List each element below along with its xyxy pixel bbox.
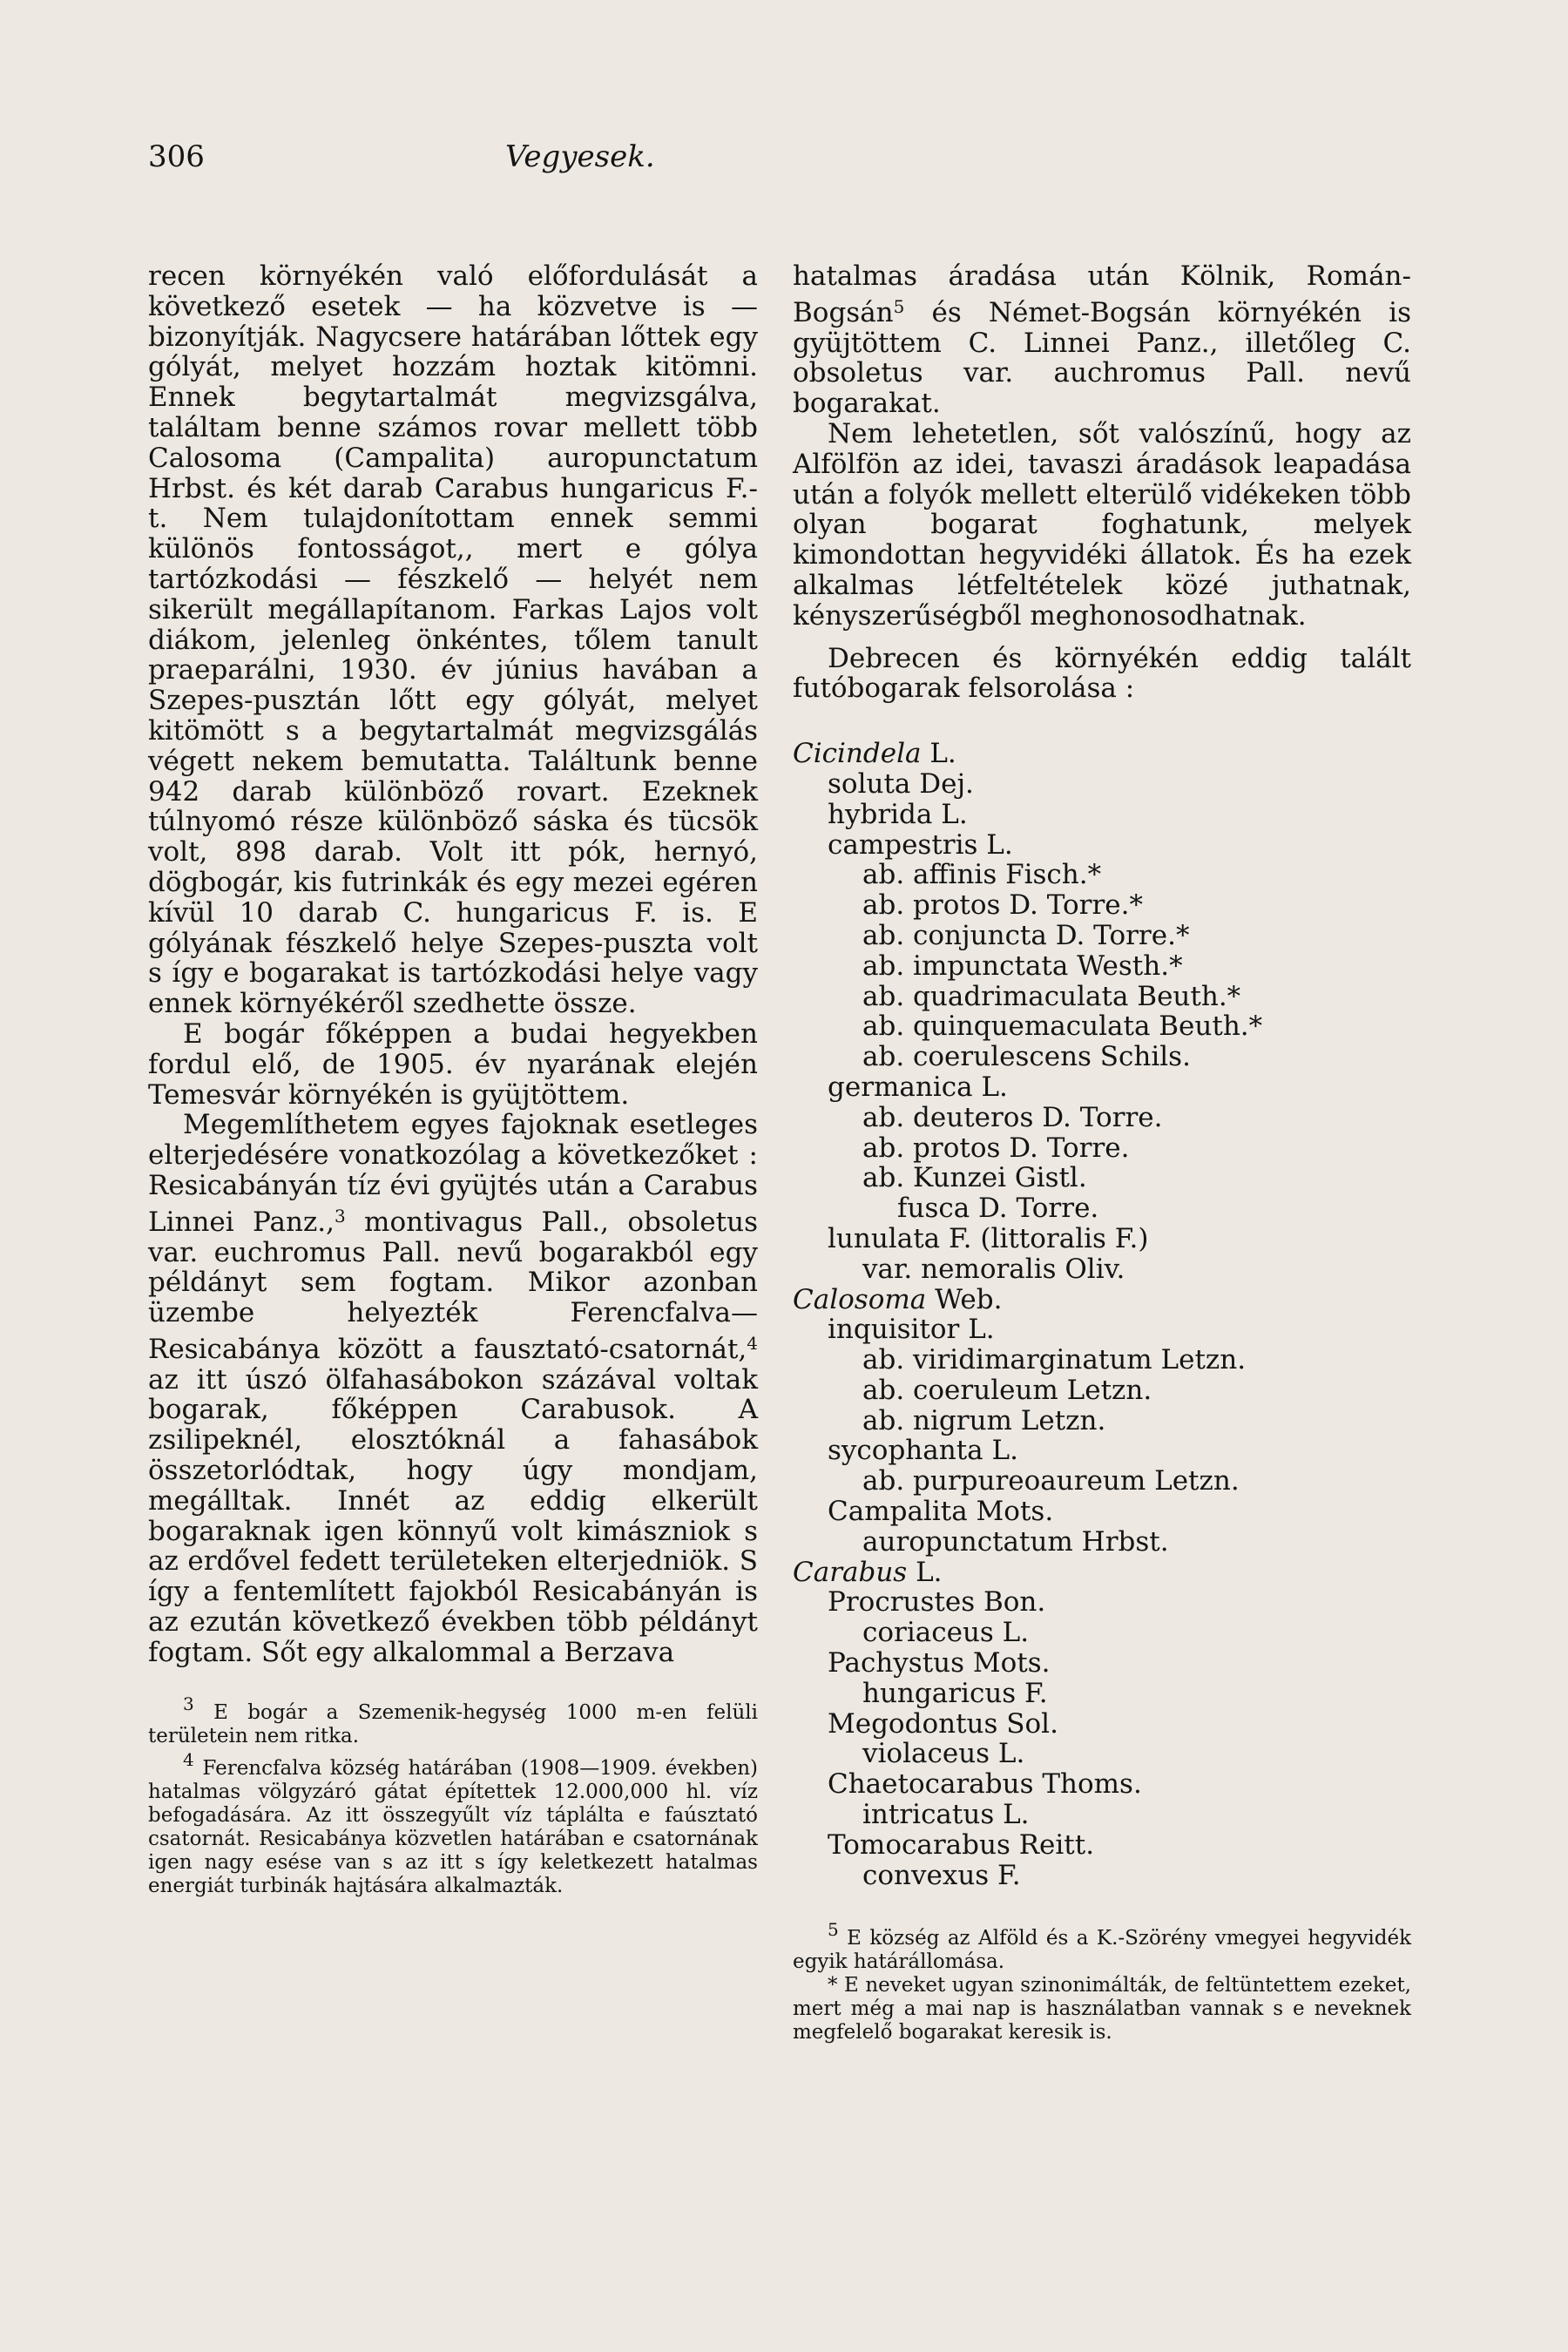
taxon-entry: intricatus L.: [862, 1799, 1030, 1831]
genus-name: Cicindela: [793, 738, 922, 770]
taxon-entry: [793, 1285, 1411, 1315]
footnote: [793, 1918, 1411, 1974]
taxon-entry: [793, 739, 1411, 769]
body-paragraph: Nem lehetetlen, sőt valószínű, hogy az Alfölfön az idei, tavaszi áradások leapadása után a folyók mellett elterülő vidékeken több olyan bogarat foghatunk, melyek kimondottan hegyvidéki állatok. És ha ezek alkalmas létfeltételek közé juthatnak, kényszerűségből meghonosodhatnak.: [793, 417, 1411, 632]
footnote-text: E neveket ugyan szinonimálták, de feltüntettem ezeket, mert még a mai nap is használatban vannak s e neveknek megfelelő bogarakat keresik is.: [793, 1974, 1411, 2044]
taxon-entry: ab. protos D. Torre.*: [862, 889, 1143, 922]
left-column: [148, 261, 758, 1898]
taxon-entry: ab. purpureoaureum Letzn.: [862, 1465, 1240, 1497]
taxon-entry: inquisitor L.: [828, 1314, 995, 1346]
body-paragraph: recen környékén való előfordulását a következő esetek — ha közvetve is — bizonyítják. Nagycsere határában lőttek egy gólyát, melyet hozzám hoztak kitömni. Ennek begytartalmát megvizsgálva, találtam benne számos rovar mellett több Calosoma (Campalita) auropunctatum Hrbst. és két darab Carabus hungaricus F.-t. Nem tulajdonítottam ennek semmi különös fontosságot,, mert e gólya tartózkodási — fészkelő — helyét nem sikerült megállapítanom. Farkas Lajos volt diákom, jelenleg önkéntes, tőlem tanult praeparálni, 1930. év június havában a Szepes-pusztán lőtt egy gólyát, melyet kitömött s a begytartalmát megvizsgálás végett nekem bemutatta. Találtunk benne 942 darab különböző rovart. Ezeknek túlnyomó része különböző sáska és tücsök volt, 898 darab. Volt itt pók, hernyó, dögbogár, kis futrinkák és egy mezei egéren kívül 10 darab C. hungaricus F. is. E gólyának fészkelő helye Szepes-puszta volt s így e bogarakat is tartózkodási helye vagy ennek környékéről szedhette össze.: [148, 260, 758, 1020]
taxon-entry: germanica L.: [828, 1071, 1008, 1103]
taxon-entry: sycophanta L.: [828, 1435, 1018, 1467]
taxon-entry: coriaceus L.: [862, 1617, 1030, 1649]
footnote-mark: *: [828, 1974, 838, 1997]
taxon-entry: soluta Dej.: [828, 767, 974, 800]
taxon-entry: ab. nigrum Letzn.: [862, 1404, 1106, 1436]
body-paragraph: E bogár főképpen a budai hegyekben fordul elő, de 1905. év nyarának elején Temesvár környékén is gyüjtöttem.: [148, 1017, 758, 1111]
text-run: és Német-Bogsán környékén is gyüjtöttem C. Linnei Panz., illetőleg C. obsoletus var. auchromus Pall. nevű bogarakat.: [793, 296, 1411, 420]
footnote-mark: 5: [828, 1919, 839, 1941]
footnote: [148, 1693, 758, 1748]
body-paragraph: Debrecen és környékén eddig talált futóbogarak felsorolása :: [793, 642, 1411, 705]
taxa-list: [793, 739, 1411, 1890]
taxon-entry: ab. coeruleum Letzn.: [862, 1374, 1152, 1406]
taxon-entry: ab. viridimarginatum Letzn.: [862, 1344, 1247, 1376]
taxon-entry: ab. quinquemaculata Beuth.*: [862, 1010, 1263, 1043]
taxon-entry: Chaetocarabus Thoms.: [828, 1768, 1142, 1801]
taxon-entry: hungaricus F.: [862, 1677, 1048, 1709]
taxon-entry: var. nemoralis Oliv.: [862, 1253, 1125, 1285]
taxon-entry: campestris L.: [828, 828, 1013, 861]
taxon-entry: ab. deuteros D. Torre.: [862, 1101, 1163, 1133]
taxon-entry: Tomocarabus Reitt.: [828, 1828, 1095, 1861]
running-title: Vegyesek.: [505, 139, 655, 174]
body-paragraph: [148, 1110, 758, 1667]
taxon-entry: Campalita Mots.: [828, 1496, 1054, 1528]
taxon-entry: ab. affinis Fisch.*: [862, 859, 1102, 891]
author-name: L.: [921, 738, 956, 770]
taxon-entry: hybrida L.: [828, 798, 968, 830]
footnote: [148, 1748, 758, 1898]
taxon-entry: ab. quadrimaculata Beuth.*: [862, 980, 1241, 1012]
footnote-ref: 3: [334, 1205, 346, 1227]
taxon-entry: violaceus L.: [862, 1738, 1025, 1770]
page-number: 306: [148, 139, 205, 174]
taxon-entry: convexus F.: [862, 1859, 1021, 1891]
taxon-entry: ab. Kunzei Gistl.: [862, 1162, 1087, 1194]
footnote-ref: 4: [747, 1332, 758, 1354]
footnote-text: E község az Alföld és a K.-Szörény vmegyei hegyvidék egyik határállomása.: [793, 1927, 1411, 1974]
author-name: Web.: [926, 1283, 1003, 1315]
taxon-entry: auropunctatum Hrbst.: [862, 1525, 1169, 1558]
text-run: hatalmas áradása után Kölnik, Román-Bogsán: [793, 260, 1411, 328]
genus-name: Calosoma: [793, 1283, 927, 1315]
footnote-ref: 5: [893, 295, 905, 317]
footnote-text: E bogár a Szemenik-hegység 1000 m-en felüli területein nem ritka.: [148, 1700, 758, 1747]
taxon-entry: Pachystus Mots.: [828, 1647, 1051, 1680]
genus-name: Carabus: [793, 1556, 908, 1588]
text-run: az itt úszó ölfahasábokon százával voltak bogarak, főképpen Carabusok. A zsilipeknél, elosztóknál a fahasábok összetorlódtak, hogy úgy mondjam, megálltak. Innét az eddig elkerült bogaraknak igen könnyű volt kimászniok s az erdővel fedett területeken elterjedniök. S így a fentemlített fajokból Resicabányán is az ezután következő években több példányt fogtam. Sőt egy alkalommal a Berzava: [148, 1363, 758, 1668]
taxon-entry: ab. coerulescens Schils.: [862, 1041, 1191, 1073]
author-name: L.: [907, 1556, 943, 1588]
text-run: Megemlíthetem egyes fajoknak esetleges elterjedésére vonatkozólag a következőket : Resicabányán tíz évi gyüjtés után a Carabus Linnei Panz.,: [148, 1109, 758, 1238]
footnote-mark: 3: [183, 1693, 194, 1714]
page-header: [148, 139, 880, 183]
body-paragraph: [793, 261, 1411, 419]
taxon-entry: [793, 1558, 1411, 1588]
right-column: [793, 261, 1411, 2044]
footnote-text: Ferencfalva község határában (1908—1909. években) hatalmas völgyzáró gátat építettek 12.000,000 hl. víz befogadására. Az itt összegyűlt víz táplálta e faúsztató csatornát. Resicabánya közvetlen határában e csatornának igen nagy esése van s az itt s így keletkezett hatalmas energiát turbinák hajtására alkalmazták.: [148, 1756, 758, 1897]
taxon-entry: fusca D. Torre.: [897, 1193, 1099, 1225]
footnote: [793, 1974, 1411, 2044]
text-run: montivagus Pall., obsoletus var. euchromus Pall. nevű bogarakból egy példányt sem fogtam. Mikor azonban üzembe helyezték Ferencfalva—Resicabánya között a fausztató-csatornát,: [148, 1206, 758, 1365]
taxon-entry: ab. conjuncta D. Torre.*: [862, 919, 1190, 951]
taxon-entry: ab. impunctata Westh.*: [862, 950, 1183, 982]
taxon-entry: ab. protos D. Torre.: [862, 1132, 1130, 1164]
footnotes: [148, 1693, 758, 1898]
footnote-mark: 4: [183, 1748, 194, 1770]
taxon-entry: lunulata F. (littoralis F.): [828, 1222, 1149, 1254]
footnotes: [793, 1918, 1411, 2044]
taxon-entry: Procrustes Bon.: [828, 1586, 1046, 1619]
taxon-entry: Megodontus Sol.: [828, 1707, 1058, 1740]
